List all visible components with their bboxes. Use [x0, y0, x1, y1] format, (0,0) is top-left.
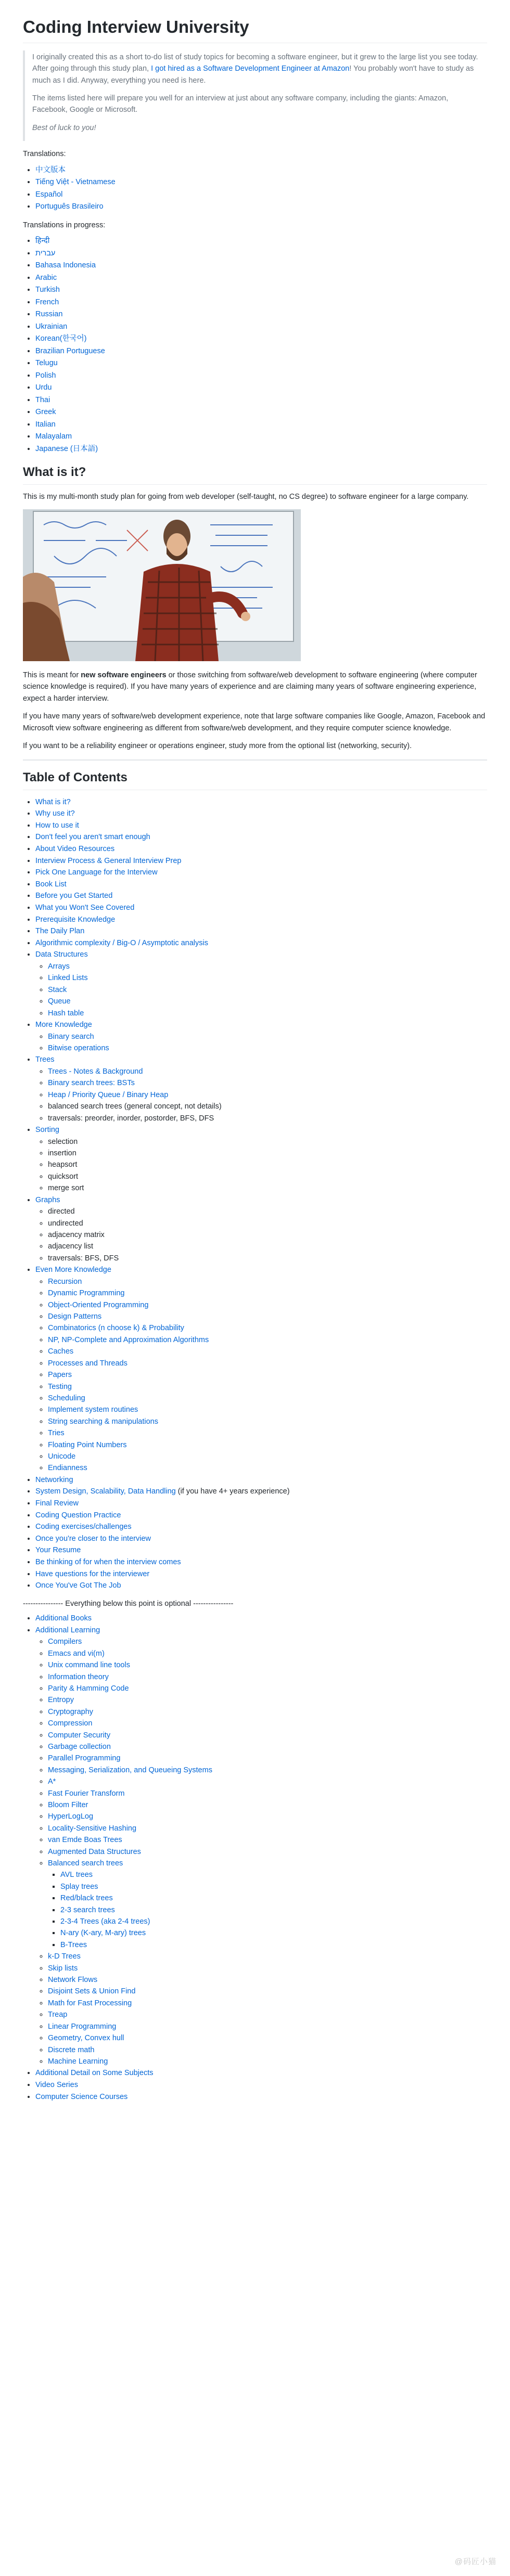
- toc-sub-link[interactable]: Stack: [48, 985, 67, 994]
- toc-sub-link[interactable]: Hash table: [48, 1009, 84, 1017]
- intro-paragraph-2: The items listed here will prepare you well for an interview at just about any software company, including the giants: Amazon, Facebook, Google or Microsoft.: [32, 94, 449, 114]
- toc-optional-sub-item: [48, 1741, 487, 1753]
- what-is-it-paragraph-4: If you want to be a reliability engineer or operations engineer, study more from the optional list (networking, security).: [23, 742, 412, 751]
- toc-item: [35, 1486, 487, 1498]
- toc-sub-item: [48, 1451, 487, 1462]
- toc-sub-link[interactable]: Heap / Priority Queue / Binary Heap: [48, 1090, 169, 1099]
- toc-optional-sub-item: [48, 1974, 487, 1986]
- toc-optional-sub-item: [48, 2056, 487, 2067]
- toc-sub-item: [48, 972, 487, 984]
- toc-optional-sub-item: [48, 1671, 487, 1683]
- toc-sub-item: [48, 1218, 487, 1229]
- toc-optional-sub-item: [48, 1799, 487, 1811]
- toc-optional-sub-link[interactable]: Entropy: [48, 1696, 74, 1705]
- toc-item: [35, 1498, 487, 1510]
- toc-sub-link[interactable]: Linked Lists: [48, 974, 88, 983]
- translation-in-progress-item: [35, 333, 487, 345]
- toc-link[interactable]: Sorting: [35, 1126, 59, 1134]
- toc-optional-sub-link[interactable]: Balanced search trees: [48, 1859, 123, 1867]
- toc-link[interactable]: Networking: [35, 1475, 73, 1484]
- toc-sub-item: [48, 1206, 487, 1217]
- translation-in-progress-item: [35, 394, 487, 407]
- toc-optional-sub-sub-item: [60, 1939, 487, 1951]
- toc-sub-item: [48, 961, 487, 972]
- toc-optional-sub-item: [48, 1811, 487, 1822]
- toc-optional-sub-sublist: [48, 1869, 487, 1951]
- toc-item: [35, 1264, 487, 1474]
- intro-paragraph-3: Best of luck to you!: [32, 123, 96, 132]
- toc-optional-sub-item: [48, 1963, 487, 1974]
- toc-list: [23, 796, 487, 1592]
- toc-optional-sub-link[interactable]: Parallel Programming: [48, 1754, 121, 1763]
- toc-sub-link[interactable]: Floating Point Numbers: [48, 1440, 127, 1449]
- intro-quote: [23, 50, 487, 141]
- toc-sub-link[interactable]: Bitwise operations: [48, 1044, 109, 1052]
- toc-optional-sub-link[interactable]: k-D Trees: [48, 1952, 81, 1961]
- toc-optional-sub-item: [48, 1648, 487, 1659]
- toc-sub-item: [48, 1148, 487, 1159]
- translation-item: [35, 176, 487, 189]
- toc-optional-sub-item: [48, 1706, 487, 1718]
- toc-optional-sub-item: [48, 1998, 487, 2009]
- toc-optional-sub-link[interactable]: Garbage collection: [48, 1742, 111, 1751]
- toc-sub-link: traversals: preorder, inorder, postorder, BFS, DFS: [48, 1114, 214, 1123]
- toc-item: [35, 855, 487, 867]
- toc-sub-item: [48, 1427, 487, 1439]
- toc-item: [35, 949, 487, 1019]
- toc-optional-sub-sub-link[interactable]: Red/black trees: [60, 1894, 113, 1903]
- toc-optional-sub-sub-link[interactable]: Splay trees: [60, 1882, 98, 1891]
- toc-sub-link: directed: [48, 1207, 75, 1216]
- toc-link[interactable]: Once You've Got The Job: [35, 1581, 121, 1590]
- toc-optional-sub-item: [48, 1683, 487, 1694]
- translation-in-progress-item: [35, 248, 487, 260]
- what-is-it-paragraph-2: This is meant for new software engineers or those switching from software/web development to software engineering (where computer science knowledge is required). If you have many years of experience and are claiming many years of software engineering experience, expect a harder interview.: [23, 671, 477, 703]
- toc-sub-item: [48, 1404, 487, 1415]
- toc-item: [35, 914, 487, 926]
- toc-optional-sub-link[interactable]: Computer Security: [48, 1731, 111, 1740]
- translation-link[interactable]: Tiếng Việt - Vietnamese: [35, 178, 116, 187]
- toc-optional-item: [35, 2067, 487, 2079]
- translation-in-progress-link[interactable]: Korean(한국어): [35, 334, 87, 343]
- translation-in-progress-item: [35, 419, 487, 431]
- toc-sub-link[interactable]: Recursion: [48, 1277, 82, 1286]
- translation-in-progress-link[interactable]: Ukrainian: [35, 322, 68, 331]
- toc-optional-sub-link[interactable]: Math for Fast Processing: [48, 1999, 132, 2007]
- toc-sub-item: [48, 996, 487, 1007]
- toc-sub-item: [48, 1253, 487, 1264]
- toc-optional-sub-item: [48, 1846, 487, 1858]
- toc-item: [35, 890, 487, 902]
- toc-sub-item: [48, 1159, 487, 1170]
- translation-in-progress-item: [35, 443, 487, 456]
- toc-sub-link[interactable]: Trees - Notes & Background: [48, 1067, 143, 1076]
- toc-link[interactable]: Data Structures: [35, 950, 88, 959]
- toc-sub-item: [48, 1171, 487, 1182]
- toc-item: [35, 1474, 487, 1486]
- translation-link[interactable]: Português Brasileiro: [35, 202, 104, 211]
- toc-link[interactable]: More Knowledge: [35, 1020, 92, 1029]
- toc-sub-link: heapsort: [48, 1161, 78, 1169]
- toc-sub-link[interactable]: Testing: [48, 1382, 72, 1391]
- toc-link[interactable]: Interview Process & General Interview Prep: [35, 856, 182, 865]
- toc-sub-link: undirected: [48, 1219, 83, 1228]
- translation-link[interactable]: Español: [35, 190, 63, 199]
- toc-optional-sub-item: [48, 1730, 487, 1741]
- translation-item: [35, 189, 487, 201]
- toc-sub-item: [48, 1287, 487, 1299]
- toc-optional-sub-sub-item: [60, 1892, 487, 1904]
- toc-link[interactable]: What is it?: [35, 797, 71, 806]
- translation-in-progress-item: [35, 308, 487, 321]
- translation-in-progress-item: [35, 345, 487, 358]
- toc-optional-sub-link[interactable]: Cryptography: [48, 1707, 94, 1716]
- toc-sub-item: [48, 1241, 487, 1252]
- toc-sub-link: merge sort: [48, 1184, 84, 1193]
- toc-optional-sub-sub-link[interactable]: 2-3 search trees: [60, 1905, 115, 1914]
- toc-optional-sub-item: [48, 1776, 487, 1787]
- toc-item: [35, 808, 487, 820]
- toc-sub-item: [48, 1066, 487, 1077]
- toc-link[interactable]: System Design, Scalability, Data Handling: [35, 1487, 176, 1496]
- toc-sub-link[interactable]: NP, NP-Complete and Approximation Algorithms: [48, 1335, 209, 1344]
- toc-sublist: [35, 961, 487, 1019]
- toc-link[interactable]: Pick One Language for the Interview: [35, 868, 158, 877]
- toc-link[interactable]: About Video Resources: [35, 845, 115, 853]
- toc-optional-sub-link[interactable]: van Emde Boas Trees: [48, 1836, 122, 1845]
- toc-optional-sub-item: [48, 1764, 487, 1776]
- toc-link[interactable]: What you Won't See Covered: [35, 903, 135, 912]
- toc-optional-sub-item: [48, 2021, 487, 2032]
- toc-sub-link[interactable]: Object-Oriented Programming: [48, 1300, 149, 1309]
- toc-item: [35, 867, 487, 879]
- toc-optional-sub-link[interactable]: HyperLogLog: [48, 1812, 94, 1821]
- toc-item: [35, 1019, 487, 1054]
- toc-optional-sub-sub-item: [60, 1916, 487, 1927]
- what-is-it-heading: What is it?: [23, 465, 487, 485]
- toc-optional-sub-link[interactable]: Compression: [48, 1719, 93, 1728]
- toc-sub-link[interactable]: Binary search: [48, 1032, 94, 1041]
- translation-in-progress-item: [35, 431, 487, 443]
- toc-optional-item: [35, 1625, 487, 2068]
- translation-in-progress-link[interactable]: हिन्दी: [35, 237, 50, 246]
- toc-sub-link[interactable]: Combinatorics (n choose k) & Probability: [48, 1324, 184, 1333]
- toc-sub-link[interactable]: String searching & manipulations: [48, 1417, 158, 1426]
- toc-sub-link: balanced search trees (general concept, not details): [48, 1102, 222, 1111]
- translation-in-progress-link[interactable]: Turkish: [35, 286, 60, 294]
- toc-item: [35, 937, 487, 949]
- toc-item: [35, 820, 487, 832]
- toc-item: [35, 1124, 487, 1194]
- toc-link[interactable]: The Daily Plan: [35, 927, 85, 936]
- watermark: @码匠小猫: [454, 2557, 496, 2566]
- toc-sub-item: [48, 1462, 487, 1474]
- toc-sub-item: [48, 1182, 487, 1194]
- toc-sub-item: [48, 1276, 487, 1287]
- toc-item: [35, 1533, 487, 1545]
- toc-optional-sub-link[interactable]: Disjoint Sets & Union Find: [48, 1987, 136, 1996]
- toc-link[interactable]: Coding exercises/challenges: [35, 1523, 132, 1531]
- translations-list: [23, 164, 487, 213]
- toc-sub-link: traversals: BFS, DFS: [48, 1254, 119, 1263]
- toc-sub-item: [48, 1042, 487, 1054]
- toc-optional-sub-link[interactable]: Treap: [48, 2011, 68, 2019]
- toc-sub-item: [48, 1369, 487, 1381]
- toc-optional-sub-item: [48, 2032, 487, 2044]
- translation-in-progress-item: [35, 297, 487, 309]
- toc-optional-sub-item: [48, 1823, 487, 1834]
- toc-optional-sub-item: [48, 1636, 487, 1647]
- amazon-hired-link[interactable]: I got hired as a Software Development Engineer at Amazon: [151, 65, 350, 73]
- toc-optional-sub-link[interactable]: Network Flows: [48, 1976, 98, 1985]
- toc-optional-list: [23, 1613, 487, 2103]
- toc-optional-sub-link[interactable]: Parity & Hamming Code: [48, 1684, 129, 1693]
- toc-link[interactable]: Coding Question Practice: [35, 1511, 121, 1519]
- translation-in-progress-link[interactable]: Russian: [35, 310, 63, 319]
- section-divider: [23, 759, 487, 761]
- translation-in-progress-link[interactable]: Thai: [35, 395, 50, 404]
- toc-item: [35, 902, 487, 914]
- toc-optional-sub-sub-link[interactable]: N-ary (K-ary, M-ary) trees: [60, 1929, 146, 1938]
- translations-progress-label: Translations in progress:: [23, 221, 106, 229]
- translation-in-progress-item: [35, 272, 487, 285]
- toc-sub-link: insertion: [48, 1149, 76, 1157]
- toc-link[interactable]: Algorithmic complexity / Big-O / Asymptotic analysis: [35, 938, 208, 947]
- toc-link[interactable]: Be thinking of for when the interview comes: [35, 1557, 181, 1566]
- translation-in-progress-link[interactable]: Telugu: [35, 359, 58, 368]
- toc-sub-item: [48, 1346, 487, 1357]
- toc-sub-link[interactable]: Tries: [48, 1429, 65, 1438]
- toc-item: [35, 1544, 487, 1556]
- toc-optional-sub-link[interactable]: Fast Fourier Transform: [48, 1789, 125, 1798]
- translation-in-progress-link[interactable]: Urdu: [35, 383, 52, 392]
- toc-optional-sub-item: [48, 1788, 487, 1799]
- toc-optional-sublist: [35, 1636, 487, 2067]
- toc-link[interactable]: Book List: [35, 880, 67, 888]
- toc-sub-item: [48, 1393, 487, 1404]
- toc-optional-sub-link[interactable]: Skip lists: [48, 1964, 78, 1973]
- toc-optional-sub-item: [48, 1718, 487, 1729]
- translation-item: [35, 201, 487, 213]
- toc-sub-link[interactable]: Binary search trees: BSTs: [48, 1079, 135, 1088]
- toc-item: [35, 831, 487, 843]
- translation-link[interactable]: 中文版本: [35, 165, 66, 174]
- toc-optional-item: [35, 2079, 487, 2091]
- toc-optional-sub-link[interactable]: Discrete math: [48, 2045, 95, 2054]
- toc-heading: Table of Contents: [23, 770, 487, 790]
- toc-sub-item: [48, 1334, 487, 1346]
- toc-sub-item: [48, 1299, 487, 1311]
- toc-sub-link: adjacency list: [48, 1242, 94, 1251]
- what-is-it-paragraph-1: This is my multi-month study plan for going from web developer (self-taught, no CS degree) to software engineer for a large company.: [23, 493, 469, 501]
- toc-optional-sub-item: [48, 2009, 487, 2020]
- toc-sub-link[interactable]: Endianness: [48, 1464, 87, 1473]
- translation-in-progress-link[interactable]: Italian: [35, 420, 56, 429]
- toc-item: [35, 1510, 487, 1522]
- toc-sub-item: [48, 1311, 487, 1322]
- toc-sub-item: [48, 1358, 487, 1369]
- translation-in-progress-link[interactable]: Greek: [35, 408, 56, 417]
- toc-link[interactable]: Have questions for the interviewer: [35, 1569, 150, 1578]
- translation-in-progress-item: [35, 284, 487, 297]
- toc-sub-item: [48, 1077, 487, 1089]
- toc-optional-sub-link[interactable]: Locality-Sensitive Hashing: [48, 1824, 137, 1833]
- translation-in-progress-item: [35, 382, 487, 394]
- toc-optional-sub-sub-link[interactable]: B-Trees: [60, 1940, 87, 1949]
- toc-sub-item: [48, 1229, 487, 1241]
- translation-in-progress-link[interactable]: French: [35, 298, 59, 306]
- toc-optional-link[interactable]: Additional Detail on Some Subjects: [35, 2069, 154, 2078]
- whiteboard-illustration: [23, 509, 301, 661]
- toc-optional-link[interactable]: Video Series: [35, 2080, 78, 2089]
- toc-optional-sub-link[interactable]: Bloom Filter: [48, 1800, 88, 1809]
- toc-sub-item: [48, 1439, 487, 1451]
- toc-optional-sub-item: [48, 1753, 487, 1764]
- toc-optional-item: [35, 2091, 487, 2103]
- toc-item: [35, 843, 487, 855]
- toc-optional-sub-sub-item: [60, 1927, 487, 1939]
- toc-optional-sub-item: [48, 1834, 487, 1846]
- translation-in-progress-link[interactable]: Bahasa Indonesia: [35, 261, 96, 270]
- toc-item: [35, 1556, 487, 1568]
- toc-optional-item: [35, 1613, 487, 1625]
- intro-paragraph-1: I originally created this as a short to-do list of study topics for becoming a software engineer, but it grew to the large list you see today. After going through this study plan, I got hired as a Software Development Engineer at Amazon! You probably won't have to study as much as I did. Anyway, everything you need is here.: [32, 53, 478, 85]
- toc-optional-link[interactable]: Additional Books: [35, 1614, 92, 1623]
- toc-sub-item: [48, 984, 487, 996]
- toc-sub-item: [48, 1136, 487, 1148]
- toc-item: [35, 1194, 487, 1265]
- toc-link[interactable]: Final Review: [35, 1499, 79, 1508]
- toc-sub-item: [48, 1322, 487, 1334]
- translation-in-progress-item: [35, 406, 487, 419]
- translation-in-progress-link[interactable]: Polish: [35, 371, 56, 380]
- toc-optional-link[interactable]: Computer Science Courses: [35, 2092, 128, 2101]
- toc-optional-sub-item: [48, 1858, 487, 1951]
- toc-optional-sub-item: [48, 2044, 487, 2056]
- translation-in-progress-link[interactable]: Brazilian Portuguese: [35, 346, 105, 355]
- toc-sub-item: [48, 1008, 487, 1019]
- translation-in-progress-link[interactable]: Arabic: [35, 273, 57, 282]
- toc-sub-link: adjacency matrix: [48, 1231, 105, 1240]
- what-is-it-paragraph-3: If you have many years of software/web development experience, note that large software companies like Google, Amazon, Facebook and Microsoft view software engineering as different from software/web development, and they require computer science knowledge.: [23, 712, 486, 732]
- toc-optional-sub-link[interactable]: A*: [48, 1778, 56, 1786]
- toc-sublist: [35, 1206, 487, 1264]
- toc-link[interactable]: Before you Get Started: [35, 892, 113, 900]
- toc-item: [35, 796, 487, 808]
- toc-optional-sub-link[interactable]: Messaging, Serialization, and Queueing Systems: [48, 1766, 212, 1774]
- translation-in-progress-item: [35, 370, 487, 382]
- toc-link[interactable]: How to use it: [35, 821, 79, 830]
- toc-sub-link[interactable]: Design Patterns: [48, 1312, 102, 1321]
- toc-optional-sub-link[interactable]: Compilers: [48, 1638, 82, 1646]
- toc-optional-sub-sub-link[interactable]: AVL trees: [60, 1871, 93, 1879]
- toc-sub-link[interactable]: Dynamic Programming: [48, 1289, 125, 1298]
- toc-sub-link: quicksort: [48, 1172, 79, 1181]
- translation-in-progress-link[interactable]: עברית: [35, 249, 56, 257]
- toc-sub-link[interactable]: Caches: [48, 1347, 74, 1356]
- toc-link[interactable]: Once you're closer to the interview: [35, 1534, 151, 1543]
- toc-link[interactable]: Even More Knowledge: [35, 1266, 111, 1274]
- toc-item: [35, 1521, 487, 1533]
- toc-sublist: [35, 1066, 487, 1124]
- toc-item: [35, 1568, 487, 1580]
- toc-optional-sub-item: [48, 1951, 487, 1962]
- toc-sub-item: [48, 1031, 487, 1042]
- toc-optional-sub-sub-item: [60, 1881, 487, 1892]
- toc-optional-sub-sub-link[interactable]: 2-3-4 Trees (aka 2-4 trees): [60, 1917, 150, 1926]
- toc-optional-sub-link[interactable]: Linear Programming: [48, 2022, 117, 2031]
- toc-link[interactable]: Don't feel you aren't smart enough: [35, 833, 150, 842]
- toc-link[interactable]: Graphs: [35, 1195, 60, 1204]
- toc-link[interactable]: Prerequisite Knowledge: [35, 915, 116, 924]
- translation-in-progress-item: [35, 357, 487, 370]
- toc-optional-sub-link[interactable]: Emacs and vi(m): [48, 1649, 105, 1658]
- translation-in-progress-link[interactable]: Malayalam: [35, 432, 72, 441]
- toc-sub-item: [48, 1113, 487, 1124]
- toc-sub-link[interactable]: Queue: [48, 997, 71, 1006]
- toc-link[interactable]: Trees: [35, 1055, 55, 1064]
- toc-optional-link[interactable]: Additional Learning: [35, 1626, 100, 1634]
- toc-sub-item: [48, 1381, 487, 1393]
- toc-sublist: [35, 1031, 487, 1054]
- toc-item: [35, 1054, 487, 1124]
- toc-sub-link[interactable]: Implement system routines: [48, 1406, 138, 1414]
- toc-sublist: [35, 1276, 487, 1474]
- translation-item: [35, 164, 487, 177]
- optional-separator: ---------------- Everything below this point is optional ----------------: [23, 1599, 234, 1608]
- toc-sub-link[interactable]: Unicode: [48, 1452, 76, 1461]
- toc-sub-item: [48, 1416, 487, 1427]
- translations-label: Translations:: [23, 150, 66, 159]
- toc-sub-link[interactable]: Scheduling: [48, 1394, 85, 1402]
- toc-sub-item: [48, 1101, 487, 1112]
- toc-optional-sub-item: [48, 1694, 487, 1706]
- toc-sub-item: [48, 1089, 487, 1101]
- page-title: Coding Interview University: [23, 17, 487, 43]
- toc-note: (if you have 4+ years experience): [175, 1487, 290, 1496]
- toc-sublist: [35, 1136, 487, 1194]
- toc-sub-link[interactable]: Papers: [48, 1371, 72, 1380]
- toc-optional-sub-link[interactable]: Unix command line tools: [48, 1661, 130, 1670]
- toc-optional-sub-link[interactable]: Geometry, Convex hull: [48, 2034, 124, 2043]
- toc-sub-link[interactable]: Arrays: [48, 962, 70, 971]
- toc-optional-sub-link[interactable]: Augmented Data Structures: [48, 1847, 141, 1856]
- toc-link[interactable]: Your Resume: [35, 1546, 81, 1555]
- toc-optional-sub-item: [48, 1659, 487, 1671]
- toc-sub-link: selection: [48, 1137, 78, 1146]
- translation-in-progress-item: [35, 260, 487, 272]
- translation-in-progress-item: [35, 321, 487, 333]
- toc-link[interactable]: Why use it?: [35, 809, 75, 818]
- toc-item: [35, 1580, 487, 1592]
- toc-item: [35, 879, 487, 891]
- toc-optional-sub-link[interactable]: Information theory: [48, 1672, 109, 1681]
- toc-optional-sub-link[interactable]: Machine Learning: [48, 2057, 108, 2066]
- toc-item: [35, 925, 487, 937]
- toc-optional-sub-sub-item: [60, 1869, 487, 1881]
- translation-in-progress-link[interactable]: Japanese (日本語): [35, 444, 98, 453]
- translations-progress-list: [23, 235, 487, 455]
- toc-optional-sub-item: [48, 1986, 487, 1997]
- whiteboard-photo: [23, 509, 301, 661]
- translation-in-progress-item: [35, 235, 487, 248]
- toc-sub-link[interactable]: Processes and Threads: [48, 1359, 128, 1368]
- toc-optional-sub-sub-item: [60, 1904, 487, 1916]
